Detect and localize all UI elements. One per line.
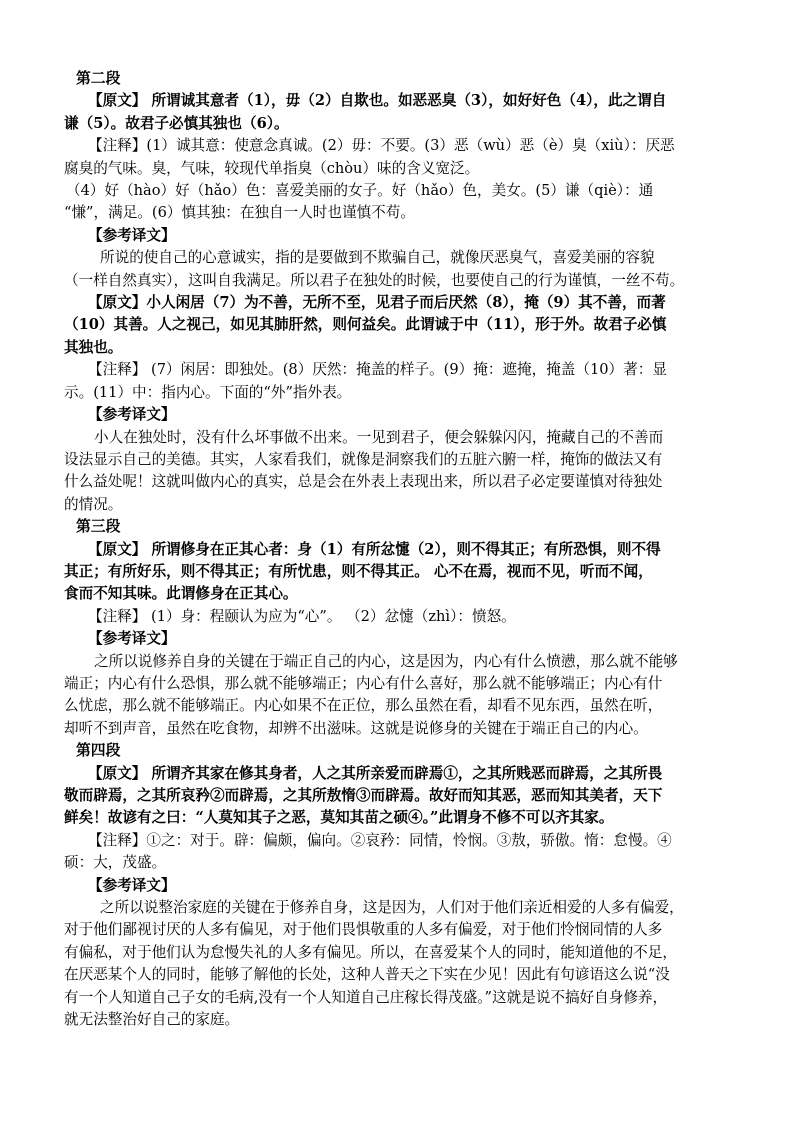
note-line: 【注释】①之：对于。辟：偏颇，偏向。②哀矜：同情，怜悯。③敖，骄傲。惰：怠慢。④	[88, 831, 672, 849]
translation-line: 对于他们鄙视讨厌的人多有偏见，对于他们畏惧敬重的人多有偏爱，对于他们怜悯同情的人多	[64, 921, 663, 939]
original-text-line: 鲜矣！故谚有之曰：“人莫知其子之恶，莫知其苗之硕④。”此谓身不修不可以齐其家。	[64, 809, 614, 827]
translation-line: 在厌恶某个人的同时，能够了解他的长处，这种人普天之下实在少见！因此有句谚语这么说“没	[64, 966, 670, 984]
translation-line: 所说的使自己的心意诚实，指的是要做到不欺骗自己，就像厌恶臭气，喜爱美丽的容貌	[100, 249, 655, 267]
original-text-line: 其正；有所好乐，则不得其正；有所忧患，则不得其正。 心不在焉，视而不见，听而不闻，	[64, 562, 653, 580]
note-line: 【注释】 (7）闲居：即独处。(8）厌然：掩盖的样子。(9）掩：遮掩，掩盖（10）著：显	[88, 361, 667, 379]
original-text-line: 谦（5）。故君子必慎其独也（6）。	[64, 114, 289, 132]
note-line: 【注释】 (1）身：程颐认为应为“心”。 （2）忿懥（zhì）：愤怒。	[88, 607, 516, 625]
translation-line: 之所以说修养自身的关键在于端正自己的内心，这是因为，内心有什么愤懑，那么就不能够	[94, 652, 678, 670]
reference-translation-label: 【参考译文】	[88, 630, 176, 648]
original-text-line: 【原文】 所谓修身在正其心者：身（1）有所忿懥（2），则不得其正；有所恐惧，则不得	[88, 540, 661, 558]
translation-line: 却听不到声音，虽然在吃食物，却辨不出滋味。这就是说修身的关键在于端正自己的内心。	[64, 719, 648, 737]
original-text-line: 食而不知其味。此谓修身在正其心。	[64, 585, 298, 603]
note-line: 硕：大，茂盛。	[64, 854, 167, 872]
translation-line: 就无法整治好自己的家庭。	[64, 1011, 240, 1029]
original-text-line: （10）其善。人之视己，如见其肺肝然，则何益矣。此谓诚于中（11），形于外。故君子必慎	[64, 316, 667, 334]
original-text-line: 【原文】小人闲居（7）为不善，无所不至，见君子而后厌然（8），掩（9）其不善，而著	[88, 294, 666, 312]
note-line: 【注释】(1）诚其意：使意念真诚。(2）毋：不要。(3）恶（wù）恶（è）臭（xiù）：厌恶	[88, 137, 675, 155]
translation-line: 有偏私，对于他们认为怠慢失礼的人多有偏见。所以，在喜爱某个人的同时，能知道他的不足，	[64, 943, 677, 961]
document-page	[64, 68, 736, 1031]
reference-translation-label: 【参考译文】	[88, 226, 176, 244]
note-line: 示。(11）中：指内心。下面的“外”指外表。	[64, 383, 352, 401]
translation-line: 么忧虑，那么就不能够端正。内心如果不在正位，那么虽然在看，却看不见东西，虽然在听，	[64, 697, 663, 715]
original-text-line: 【原文】 所谓齐其家在修其身者，人之其所亲爱而辟焉①，之其所贱恶而辟焉，之其所畏	[88, 764, 663, 782]
reference-translation-label: 【参考译文】	[88, 876, 176, 894]
translation-line: （一样自然真实），这叫自我满足。所以君子在独处的时候，也要使自己的行为谨慎，一丝不苟。	[64, 271, 685, 289]
translation-line: 小人在独处时，没有什么坏事做不出来。一见到君子，便会躲躲闪闪，掩藏自己的不善而	[94, 428, 664, 446]
note-line: 腐臭的气味。臭，气味，较现代单指臭（chòu）味的含义宽泛。	[64, 159, 480, 177]
note-line: “慊”，满足。(6）慎其独：在独自一人时也谨慎不苟。	[64, 204, 415, 222]
original-text-line: 【原文】 所谓诚其意者（1），毋（2）自欺也。如恶恶臭（3），如好好色（4），此之谓自	[88, 92, 667, 110]
section-heading: 第四段	[76, 742, 121, 760]
translation-line: 设法显示自己的美德。其实，人家看我们，就像是洞察我们的五脏六腑一样，掩饰的做法又有	[64, 450, 663, 468]
translation-line: 之所以说整治家庭的关键在于修养自身，这是因为，人们对于他们亲近相爱的人多有偏爱，	[100, 899, 684, 917]
translation-line: 有一个人知道自己子女的毛病,没有一个人知道自己庄稼长得茂盛。”这就是说不搞好自身修养，	[64, 988, 668, 1006]
translation-line: 端正；内心有什么恐惧，那么就不能够端正；内心有什么喜好，那么就不能够端正；内心有什	[64, 674, 663, 692]
original-text-line: 其独也。	[64, 338, 123, 356]
reference-translation-label: 【参考译文】	[88, 406, 176, 424]
original-text-line: 敬而辟焉，之其所哀矜②而辟焉，之其所敖惰③而辟焉。故好而知其恶，恶而知其美者，天下	[64, 787, 663, 804]
note-line: （4）好（hào）好（hǎo）色：喜爱美丽的女子。好（hǎo）色，美女。(5）谦（qiè）：通	[66, 182, 654, 200]
section-heading: 第三段	[76, 518, 121, 536]
translation-line: 什么益处呢！这就叫做内心的真实，总是会在外表上表现出来，所以君子必定要谨慎对待独处	[64, 473, 663, 491]
section-heading: 第二段	[76, 70, 121, 87]
translation-line: 的情况。	[64, 495, 123, 513]
